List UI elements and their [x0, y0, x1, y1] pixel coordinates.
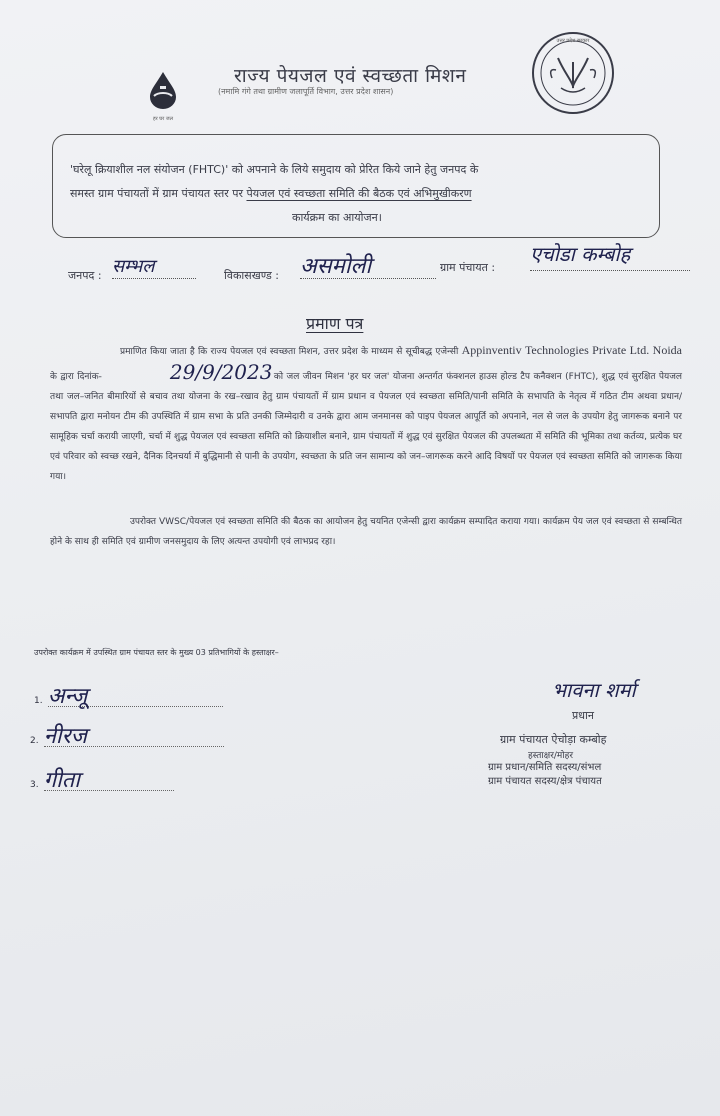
- participant-row: 1. अन्जू: [34, 680, 223, 707]
- district-value: सम्भल: [112, 256, 155, 277]
- jal-jeevan-logo: [128, 70, 198, 122]
- notice-underlined-text: पेयजल एवं स्वच्छता समिति की बैठक एवं अभिमुखीकरण: [246, 187, 472, 200]
- block-label: विकासखण्ड :: [224, 269, 280, 282]
- signatory-role: ग्राम प्रधान/समिति सदस्य/संभल: [488, 762, 602, 773]
- participants-intro: उपरोक्त कार्यक्रम में उपस्थित ग्राम पंचायत स्तर के मुख्य 03 प्रतिभागियों के हस्ताक्षर–: [34, 648, 279, 657]
- block-line: [300, 250, 436, 279]
- notice-line-3: कार्यक्रम का आयोजन।: [292, 211, 382, 224]
- water-drop-icon: [146, 70, 180, 110]
- pradhan-signature: भावना शर्मा: [552, 678, 636, 702]
- body-paragraph-2: उपरोक्त VWSC/पेयजल एवं स्वच्छता समिति की बैठक का आयोजन हेतु चयनित एजेन्सी द्वारा कार्यक्रम सम्पादित कराया गया। कार्यक्रम पेय जल एवं स्वच्छता से सम्बन्धित होने के साथ ही समिति एवं ग्रामीण जनसमुदाय के लिए अत्यन्त उपयोगी एवं लाभप्रद रहा।: [50, 517, 682, 547]
- certificate-heading: प्रमाण पत्र: [306, 314, 364, 333]
- notice-line-2: समस्त ग्राम पंचायतों में ग्राम पंचायत स्तर पर पेयजल एवं स्वच्छता समिति की बैठक एवं अभिमुखीकरण: [70, 187, 472, 200]
- participant-signature: गीता: [43, 768, 81, 793]
- panchayat-label: ग्राम पंचायत :: [440, 261, 496, 274]
- participant-signature: अन्जू: [47, 684, 88, 709]
- district-line: [112, 254, 196, 279]
- participant-row: 3. गीता: [30, 764, 174, 791]
- participant-row: 2. नीरज: [30, 720, 224, 747]
- emblem-caption: उत्तर प्रदेश सरकार: [556, 38, 590, 44]
- page-subtitle: (नमामि गंगे तथा ग्रामीण जलापूर्ति विभाग, उत्तर प्रदेश शासन): [218, 87, 394, 96]
- notice-text: [70, 158, 658, 230]
- event-date: 29/9/2023: [169, 360, 273, 384]
- page-title: राज्य पेयजल एवं स्वच्छता मिशन: [234, 65, 467, 87]
- notice-line-1: 'घरेलू क्रियाशील नल संयोजन (FHTC)' को अपनाने के लिये समुदाय को प्रेरित किये जाने हेतु जनपद के: [70, 163, 479, 176]
- logo-caption: हर घर जल: [153, 116, 173, 122]
- participant-signature: नीरज: [43, 724, 87, 749]
- body-paragraph-1: प्रमाणित किया जाता है कि राज्य पेयजल एवं स्वच्छता मिशन, उत्तर प्रदेश के माध्यम से सूचीबद्ध एजेन्सी Appinventiv Technologies Private Ltd. Noida के द्वारा दिनांक- 29/9/2023 को जल जीवन मिशन 'हर घर जल' योजना अन्तर्गत फंक्शनल हाउस होल्ड टैप कनैक्शन (FHTC), शुद्ध एवं सुरक्षित पेयजल तथा जल–जनित बीमारियों से बचाव तथा योजना के रख–रखाव हेतु ग्राम पंचायतों में ग्राम प्रधान व पेयजल एवं स्वच्छता समिति/पानी समिति के सभापति के नेतृत्व में गठित टीम अथवा प्रधान/सभापति द्वारा मनोयन टीम की उपस्थिति में ग्राम सभा के प्रति उनकी जिम्मेदारी व उनके द्वारा आम जनमानस को पाइप पेयजल आपूर्ति को अपनाने, नल से जल के उपयोग हेतु जागरूक बनाने पर सामूहिक चर्चा करायी जाएगी, चर्चा में शुद्ध पेयजल एवं स्वच्छता समिति को क्रियाशील बनाने, ग्राम पंचायतों में शुद्ध एवं सुरक्षित पेयजल की उपलब्धता में समिति की भूमिका तथा कर्तव्य, प्रत्येक घर एवं परिवार को स्वच्छ रखने, दैनिक दिनचर्या में बुद्धिमानी से पानी के उपयोग, स्वच्छता के प्रति जन सामान्य को जन–जागरूक करने आदि विषयों पर पेयजल एवं स्वच्छता समिति को जागरूक किया गया।: [50, 343, 682, 482]
- panchayat-line: [530, 240, 690, 271]
- signatory-member: ग्राम पंचायत सदस्य/क्षेत्र पंचायत: [488, 776, 602, 787]
- district-label: जनपद :: [68, 269, 102, 282]
- stamp-panchayat-name: ग्राम पंचायत ऐचोड़ा कम्बोह: [500, 733, 607, 746]
- panchayat-value: एचोडा कम्बोह: [530, 242, 631, 266]
- block-value: असमोली: [300, 254, 372, 279]
- signature-label: हस्ताक्षर/मोहर: [528, 751, 574, 761]
- designation: प्रधान: [572, 709, 594, 722]
